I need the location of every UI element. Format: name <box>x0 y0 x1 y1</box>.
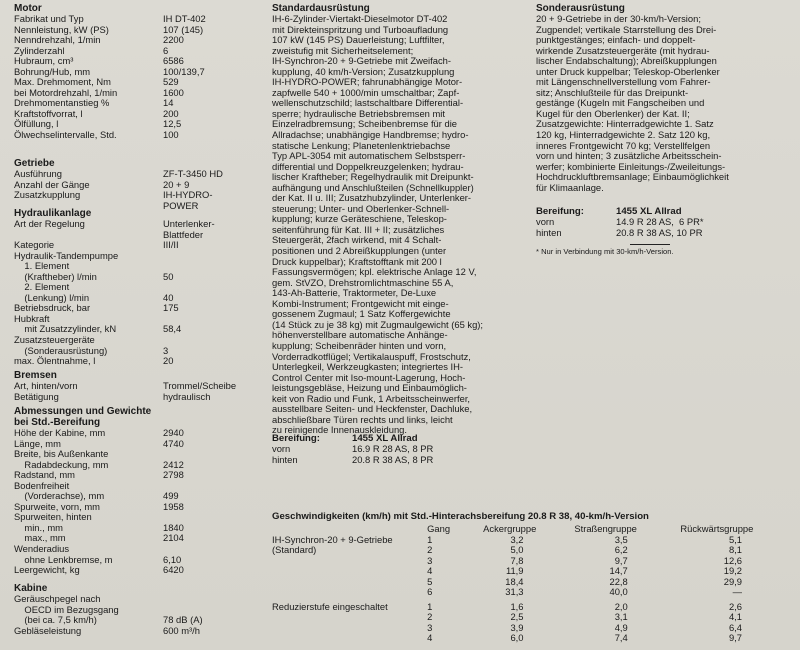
spec-label: Radstand, mm <box>14 469 75 481</box>
spec-value: 6 <box>163 44 169 56</box>
speed-section <box>272 511 792 643</box>
group-label: IH-Synchron-20 + 9-Getriebe (Standard) <box>272 533 393 555</box>
spec-row <box>14 392 254 403</box>
spec-value: 4740 <box>163 437 184 449</box>
tires-label: Bereifung: <box>536 206 584 217</box>
spec-value: IH DT-402 <box>163 13 206 24</box>
speed-value: 8,1 <box>728 544 742 555</box>
spec-label: Wenderadius ohne Lenkbremse, m <box>14 543 113 565</box>
spec-value: 16.9 R 28 AS, 8 PR <box>352 443 434 454</box>
spec-label: Spurweiten, hinten min., mm <box>14 511 92 533</box>
speed-value: 3,9 <box>510 621 524 633</box>
speed-value: 1,6 <box>510 600 524 612</box>
spec-value: 175 <box>163 302 179 314</box>
speed-value: 22,8 <box>609 575 628 587</box>
section-title: Hydraulikanlage <box>14 208 92 219</box>
speed-value: 4,1 <box>728 611 742 622</box>
gear-number: 4 <box>427 565 433 576</box>
spec-row <box>14 335 254 356</box>
spec-value: 1840 <box>163 521 184 533</box>
spec-label: max. Ölentnahme, l <box>14 355 96 367</box>
spec-row <box>14 381 254 392</box>
header-gang: Gang <box>427 523 451 534</box>
footnote-divider <box>630 244 670 245</box>
spec-row <box>14 14 254 25</box>
spec-label: Gebläseleistung <box>14 624 82 636</box>
speed-value: 29,9 <box>723 575 742 587</box>
tires-optional <box>536 206 798 257</box>
speed-value: 19,2 <box>723 565 742 576</box>
spec-value: 6420 <box>163 564 184 576</box>
spec-row <box>14 544 254 565</box>
speed-value: 11,9 <box>505 565 524 576</box>
spec-value: 12,5 <box>163 118 182 130</box>
spec-label: Zylinderzahl <box>14 44 65 56</box>
spec-value: 14 <box>163 97 174 109</box>
speed-value: 31,3 <box>505 586 524 597</box>
spec-value: 2412 <box>163 458 184 470</box>
group-label: Reduzierstufe eingeschaltet <box>272 600 388 612</box>
group-label <box>272 566 427 577</box>
spec-rows <box>14 381 254 402</box>
spec-label: Hubkraft mit Zusatzzylinder, kN <box>14 312 117 335</box>
spec-label: vorn <box>272 443 291 454</box>
spec-label: Spurweite, vorn, mm <box>14 500 100 512</box>
section-title: Abmessungen und Gewichte bei Std.-Bereifung <box>14 406 152 428</box>
spec-label: 1. Element (Kraftheber) l/min <box>24 260 97 282</box>
spec-label: Leergewicht, kg <box>14 564 80 576</box>
spec-value: 78 dB (A) <box>163 614 203 626</box>
spec-label: bei Motordrehzahl, 1/min <box>14 86 118 98</box>
gear-number: 2 <box>427 611 433 622</box>
spec-row <box>14 130 254 141</box>
speed-value: 3,2 <box>510 533 524 545</box>
section-kabine <box>14 583 254 636</box>
spec-row <box>14 169 254 180</box>
speed-value: 7,4 <box>614 632 628 643</box>
spec-value: ZF-T-3450 HD <box>163 168 223 179</box>
speed-value: 6,2 <box>614 544 628 555</box>
spec-label: Max. Drehmoment, Nm <box>14 76 111 88</box>
speed-value: 2,5 <box>510 611 524 622</box>
table-row <box>272 587 772 598</box>
spec-value: 600 m³/h <box>163 624 200 636</box>
group-label <box>272 556 427 567</box>
spec-label: Drehmomentanstieg % <box>14 97 110 109</box>
section-title: Sonderausrüstung <box>536 3 625 14</box>
spec-label: hinten <box>536 226 562 238</box>
spec-value: 58,4 <box>163 323 182 335</box>
spec-value: 20 <box>163 355 174 367</box>
spec-value: 3 <box>163 344 169 356</box>
table-header-row <box>272 524 772 535</box>
section-title: Kabine <box>14 583 48 594</box>
spec-label: Bodenfreiheit (Vorderachse), mm <box>14 479 105 502</box>
speed-value: 3,1 <box>614 611 628 622</box>
section-standard <box>272 3 530 436</box>
spec-label: Zusatzkupplung <box>14 189 81 201</box>
tires-standard <box>272 433 530 465</box>
spec-label: Höhe der Kabine, mm <box>14 427 106 438</box>
spec-value: 6586 <box>163 55 184 67</box>
spec-label: Nenndrehzahl, 1/min <box>14 34 101 46</box>
spec-value: III/II <box>163 239 179 251</box>
tires-model: 1455 XL Allrad <box>616 206 682 217</box>
speed-value: 4,9 <box>614 621 628 633</box>
spec-label: 2. Element (Lenkung) l/min <box>24 281 90 303</box>
spec-row <box>14 428 254 439</box>
speed-table <box>272 524 772 644</box>
speed-value: 6,0 <box>510 632 524 643</box>
spec-row <box>14 261 254 282</box>
header-acker: Ackergruppe <box>483 523 537 534</box>
spec-label: Breite, bis Außenkante Radabdeckung, mm <box>14 448 109 470</box>
speed-value: 5,0 <box>510 544 524 555</box>
gear-number: 1 <box>427 533 433 545</box>
group-label <box>272 633 427 644</box>
speed-value: 9,7 <box>614 554 628 566</box>
spec-row <box>14 356 254 367</box>
spec-label: Ölfüllung, l <box>14 118 59 130</box>
spec-label: Art der Regelung <box>14 218 85 229</box>
spec-value: hydraulisch <box>163 390 211 402</box>
spec-value: 1958 <box>163 500 184 512</box>
spec-value: 1600 <box>163 86 184 98</box>
section-motor <box>14 3 254 141</box>
section-title: Motor <box>14 3 42 14</box>
spec-row <box>14 481 254 502</box>
section-title: Getriebe <box>14 158 55 169</box>
spec-value: 6,10 <box>163 553 182 565</box>
spec-label: Länge, mm <box>14 437 61 449</box>
section-hydraulik <box>14 208 254 367</box>
spec-value: 20.8 R 38 AS, 8 PR <box>352 453 434 465</box>
gear-number: 3 <box>427 621 433 633</box>
gear-number: 6 <box>427 586 433 597</box>
spec-label: Zusatzsteuergeräte (Sonderausrüstung) <box>14 334 108 356</box>
spec-row <box>536 217 798 228</box>
section-sonder <box>536 3 798 193</box>
spec-label: Anzahl der Gänge <box>14 178 90 190</box>
spec-rows <box>14 14 254 141</box>
spec-row <box>14 449 254 470</box>
spec-value: 107 (145) <box>163 23 204 35</box>
spec-row <box>14 282 254 303</box>
spec-value: Trommel/Scheibe <box>163 380 237 391</box>
spec-row <box>14 512 254 533</box>
spec-label: Ausführung <box>14 168 62 179</box>
speed-value: 12,6 <box>723 554 742 566</box>
spec-row <box>14 565 254 576</box>
spec-row <box>14 219 254 240</box>
header-rueck: Rückwärtsgruppe <box>680 523 754 534</box>
speed-value: 2,6 <box>728 600 742 612</box>
header-strasse: Straßengruppe <box>574 523 637 534</box>
spec-label: Fabrikat und Typ <box>14 13 84 24</box>
spec-label: Betriebsdruck, bar <box>14 302 91 314</box>
speed-value: 5,1 <box>728 533 742 545</box>
spec-rows <box>14 428 254 576</box>
speed-value: 2,0 <box>614 600 628 612</box>
speed-value: 14,7 <box>609 565 628 576</box>
spec-label: max., mm <box>14 532 66 544</box>
spec-value: 100/139,7 <box>163 65 205 77</box>
group-label <box>272 577 427 588</box>
spec-value: 2104 <box>163 532 184 544</box>
spec-label: hinten <box>272 453 298 465</box>
spec-row <box>14 314 254 335</box>
spec-rows <box>14 169 254 211</box>
speed-value: 6,4 <box>728 621 742 633</box>
section-title: Bremsen <box>14 370 57 381</box>
spec-value: 499 <box>163 490 179 502</box>
section-bremsen <box>14 370 254 402</box>
spec-label: Bohrung/Hub, mm <box>14 65 91 77</box>
spec-rows <box>14 219 254 367</box>
spec-label: Nennleistung, kW (PS) <box>14 23 109 35</box>
spec-row <box>536 228 798 239</box>
speed-value: 7,8 <box>510 554 524 566</box>
speed-value: 9,7 <box>728 632 742 643</box>
gear-number: 2 <box>427 544 433 555</box>
tire-rows <box>272 444 530 465</box>
speed-value: 40,0 <box>609 586 628 597</box>
speed-title: Geschwindigkeiten (km/h) mit Std.-Hinterachsbereifung 20.8 R 38, 40-km/h-Version <box>272 511 649 522</box>
spec-row <box>272 444 530 455</box>
gear-number: 1 <box>427 600 433 612</box>
spec-value: 529 <box>163 76 179 88</box>
sonder-text: 20 + 9-Getriebe in der 30-km/h-Version; Zugpendel; vertikale Starrstellung des Drei- punktgestänges; einfach- und doppelt- wirkende Zusatzsteuergeräte (mit hydrau- lischer Endabschaltung); Abreißkupplungen unter Druck kuppelbar; Teleskop-Oberlenker mit Längenschnellverstellung vom Fahrer- sitz; Anschlußteile für das Dreipunkt- gestänge (Kugeln mit Fangscheiben und Kugel für den Oberlenker) der Kat. II; Zusatzgewichte: Hinterradgewichte 1. Satz 120 kg, Hinterradgewichte 2. Satz 120 kg, inneres Frontgewicht 70 kg; Verstellfelgen vorn und hinten; 3 zusätzliche Arbeitsschein- werfer; kombinierte Einleitungs-/Zweileitungs- Hochdruckluftbremsanlage; Einbaumöglichkeit für Klimaanlage. <box>536 13 729 193</box>
spec-row <box>14 594 254 626</box>
group-label <box>272 587 427 598</box>
spec-row <box>14 626 254 637</box>
speed-value: 18,4 <box>505 575 524 587</box>
spec-rows <box>14 594 254 636</box>
spec-value: 2798 <box>163 469 184 481</box>
spec-value: 2940 <box>163 427 184 438</box>
spec-value: 100 <box>163 129 179 141</box>
section-getriebe <box>14 158 254 211</box>
spec-label: Kraftstoffvorrat, l <box>14 107 83 119</box>
spec-label: Hubraum, cm³ <box>14 55 74 67</box>
table-row <box>272 566 772 577</box>
spec-value: Unterlenker- Blattfeder <box>163 218 215 240</box>
spec-label: Hydraulik-Tandempumpe <box>14 249 119 261</box>
spec-row <box>14 303 254 314</box>
spec-value: 20 + 9 <box>163 178 190 190</box>
spec-value: 50 <box>163 270 174 282</box>
tires-model: 1455 XL Allrad <box>352 433 418 444</box>
tire-rows <box>536 217 798 238</box>
spec-value: 40 <box>163 291 174 303</box>
table-row <box>272 633 772 644</box>
spec-value: 20.8 R 38 AS, 10 PR <box>616 226 703 238</box>
spec-value: 2200 <box>163 34 184 46</box>
spec-label: Art, hinten/vorn <box>14 380 78 391</box>
gear-number: 3 <box>427 554 433 566</box>
spec-value: IH-HYDRO- POWER <box>163 189 213 211</box>
spec-value: 14.9 R 28 AS, 6 PR* <box>616 216 704 227</box>
standard-text: IH-6-Zylinder-Viertakt-Dieselmotor DT-402 mit Direkteinspritzung und Turboaufladung 107 kW (145 PS) Dauerleistung; Luftfilter, zweistufig mit Sicherheitselement; IH-Synchron-20 + 9-Getriebe mit Zweifach- kupplung, 40 km/h-Version; Zusatzkupplung IH-HYDRO-POWER; fahrunabhängige Motor- zapfwelle 540 + 1000/min umschaltbar; Zapf- wellenschutzschild; lastschaltbare Differential- sperre; hydraulische Betriebsbremsen mit Einzelradbremsung; Scheibenbremse für die Allradachse; unabhängige Handbremse; hydro- statische Lenkung; Planetenlenktriebachse Typ APL-3054 mit automatischem Selbstsperr- differential und Doppelkreuzgelenken; hydrau- lischer Kraftheber; Regelhydraulik mit Dreipunkt- aufhängung und Anschlußteilen (Schnellkuppler) der Kat. II u. III; Zusatzhubzylinder, Unterlenker- steuerung; Unter- und Oberlenker-Schnell- kupplung; kurze Geräteschiene, Teleskop- seitenführung für Kat. III + II; zusätzliches Steuergerät, 2fach wirkend, mit 4 Schalt- positionen und 2 Abreißkupplungen (unter Druck kuppelbar); Kraftstofftank mit 200 l Fassungsvermögen; kpl. elektrische Anlage 12 V, gem. StVZO, Drehstromlichtmaschine 55 A, 143-Ah-Batterie, Traktormeter, De-Luxe Kombi-Instrument; Frontgewicht mit einge- gossenem Zugmaul; 1 Satz Koffergewichte (14 Stück zu je 38 kg) mit Zugmaulgewicht (65 kg); höhenverstellbare automatische Anhänge- kupplung; Scheibenräder hinten und vorn, Vorderradkotflügel; Vertikalauspuff, Frostschutz, Unterlegkeil, Werkzeugkasten; integriertes IH- Control Center mit Iso-mount-Lagerung, Hoch- leistungsgebläse, Heizung und Einbaumöglich- keit von Radio und Funk, 1 Arbeitsscheinwerfer, ausstellbare Seiten- und Heckfenster, Dachluke, abschließbare Türen rechts und links, leicht zu reinigende Innenauskleidung. <box>272 13 484 436</box>
spec-label: Betätigung <box>14 390 59 402</box>
group-label <box>272 623 427 634</box>
spec-value: 200 <box>163 107 179 119</box>
tires-label: Bereifung: <box>272 433 320 444</box>
section-abmessungen <box>14 406 254 576</box>
gear-number: 4 <box>427 632 433 643</box>
footnote: * Nur in Verbindung mit 30-km/h-Version. <box>536 247 674 256</box>
section-title: Standardausrüstung <box>272 3 370 14</box>
spec-label: Ölwechselintervalle, Std. <box>14 129 117 141</box>
speed-value: — <box>732 586 742 597</box>
spec-label: Geräuschpegel nach OECD im Bezugsgang (bei ca. 7,5 km/h) <box>14 593 119 626</box>
spec-row <box>272 455 530 466</box>
spec-label: Kategorie <box>14 239 55 251</box>
spec-label: vorn <box>536 216 555 227</box>
speed-value: 3,5 <box>614 533 628 545</box>
gear-number: 5 <box>427 575 433 587</box>
